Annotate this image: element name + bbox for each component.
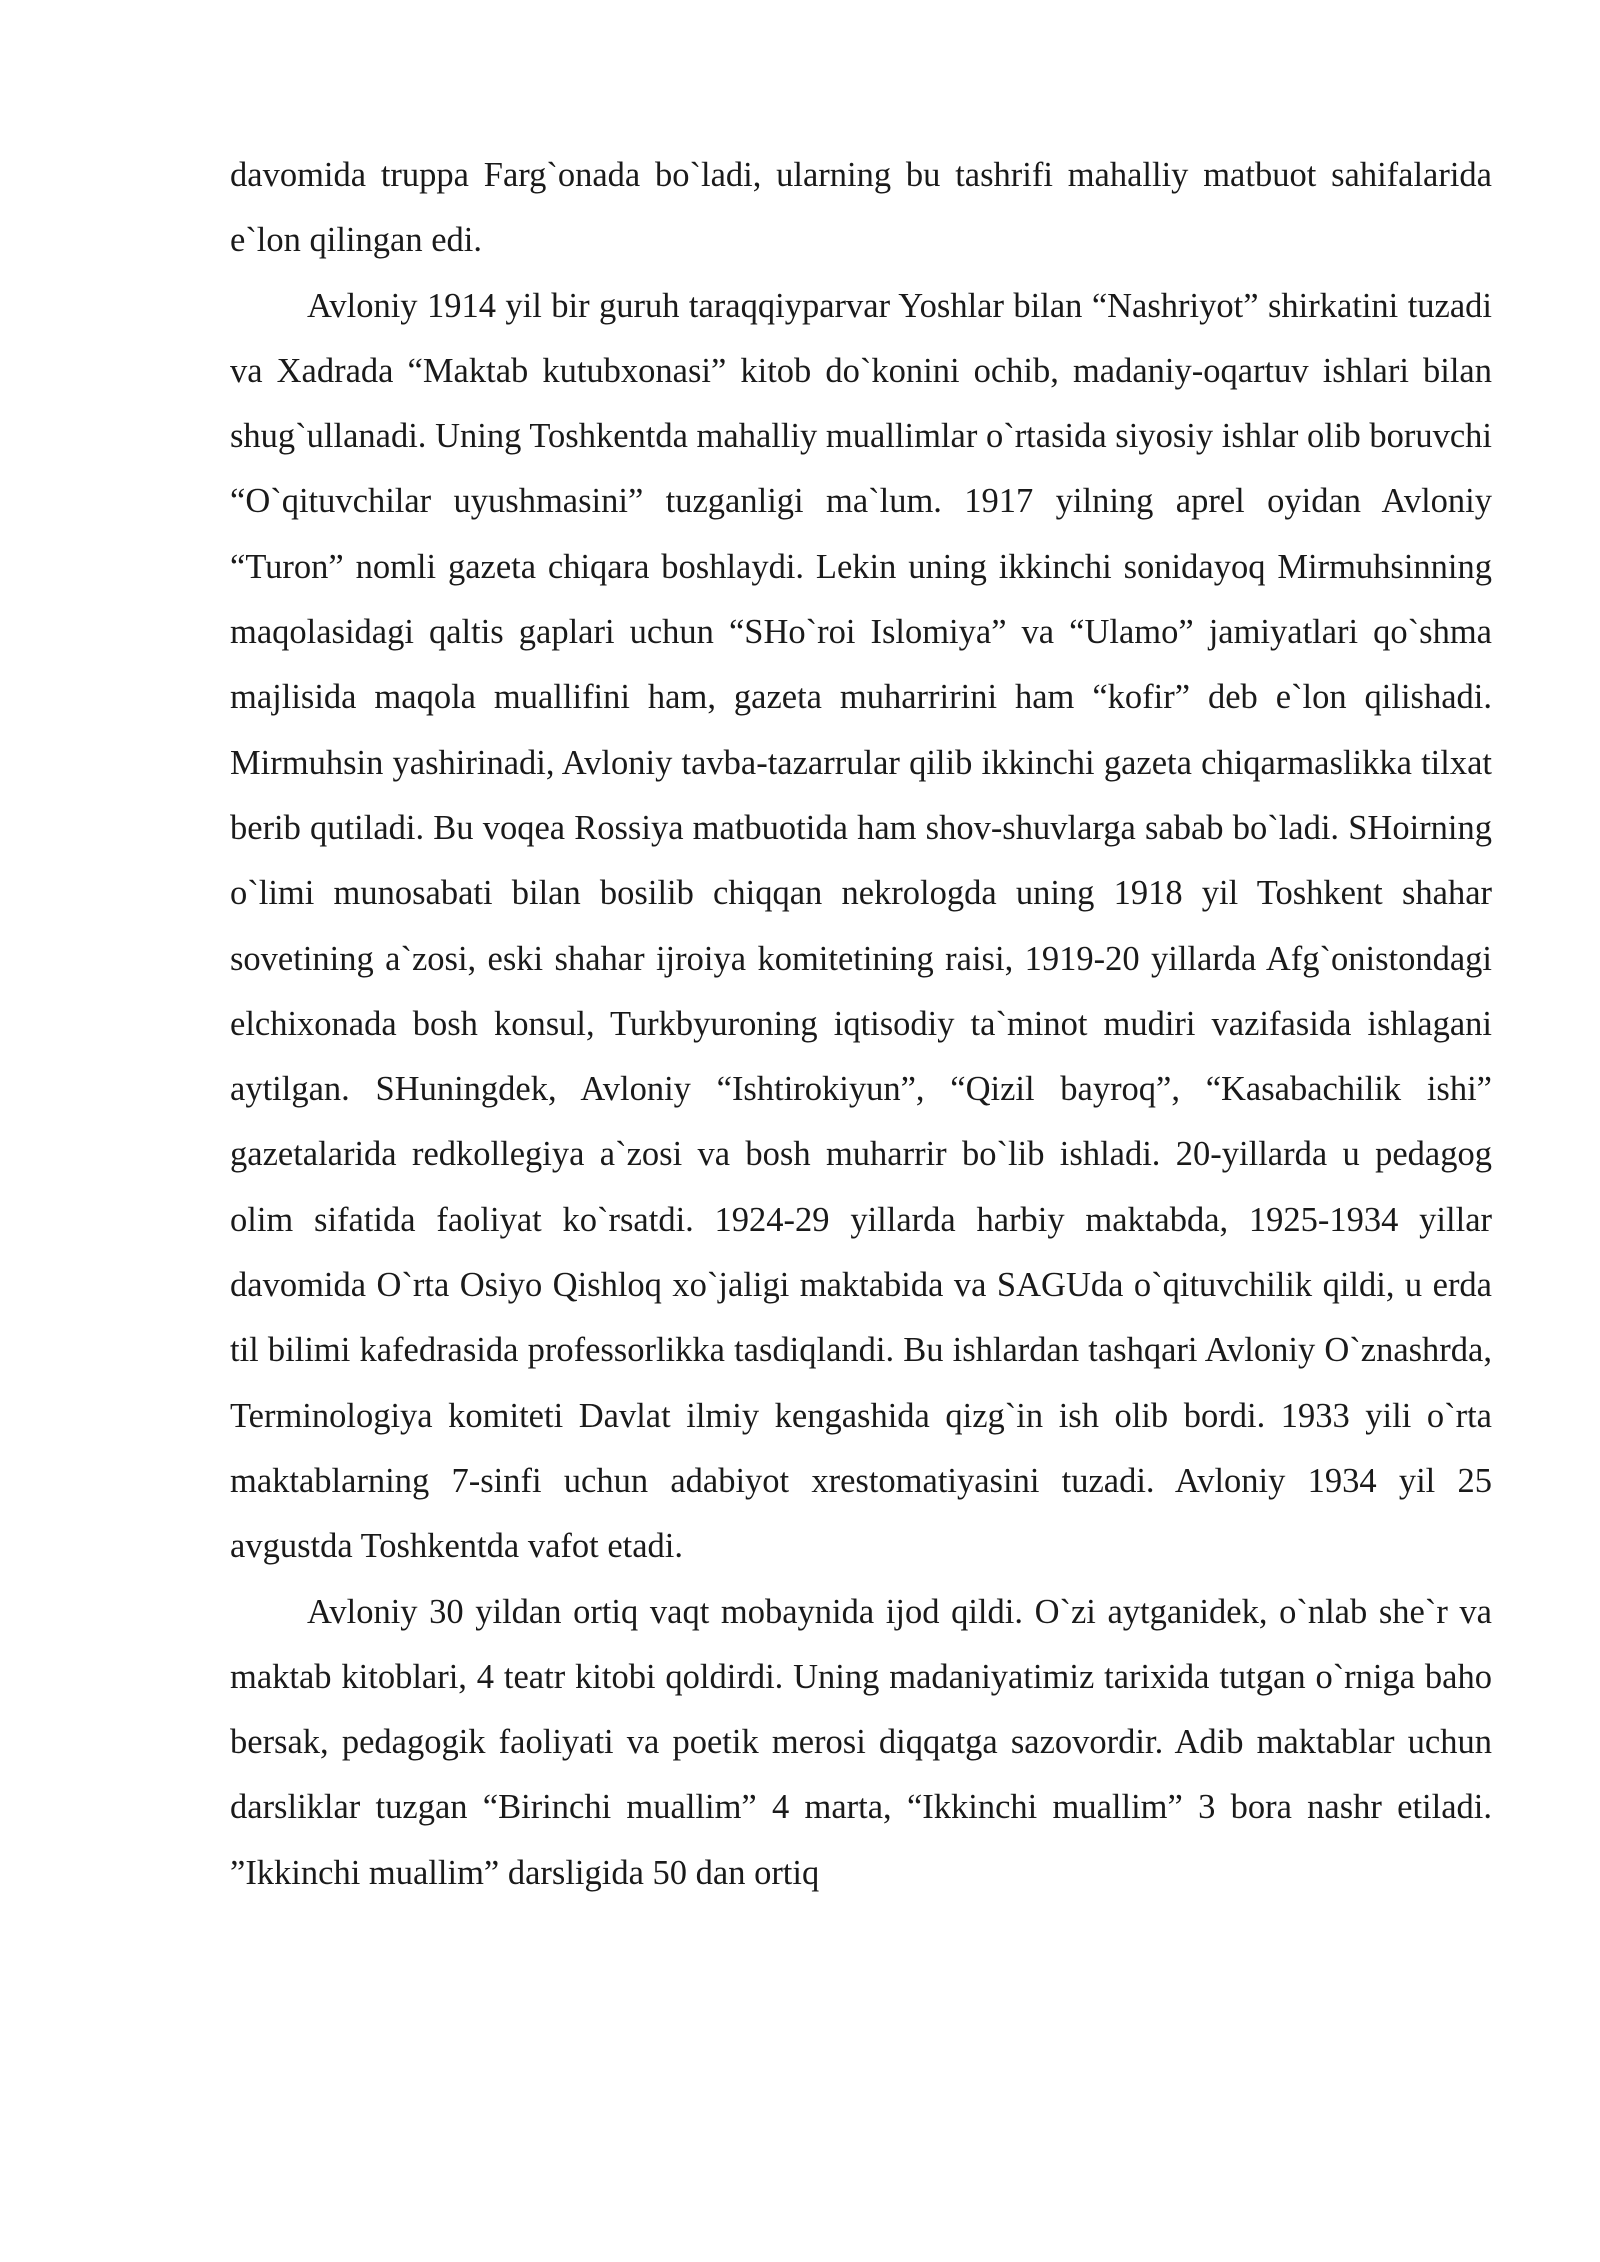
paragraph-legacy: Avloniy 30 yildan ortiq vaqt mobaynida ijod qildi. O`zi aytganidek, o`nlab she`r va maktab kitoblari, 4 teatr kitobi qoldirdi. Uning madaniyatimiz tarixida tutgan o`rniga baho bersak, pedagogik faoliyati va poetik merosi diqqatga sazovordir. Adib maktablar uchun darsliklar tuzgan “Birinchi muallim” 4 marta, “Ikkinchi muallim” 3 bora nashr etiladi. ”Ikkinchi muallim” darsligida 50 dan ortiq bbox=[230, 1592, 1492, 1892]
paragraph-biography: Avloniy 1914 yil bir guruh taraqqiyparvar Yoshlar bilan “Nashriyot” shirkatini tuzadi va Xadrada “Maktab kutubxonasi” kitob do`konini ochib, madaniy-oqartuv ishlari bilan shug`ullanadi. Uning Toshkentda mahalliy muallimlar o`rtasida siyosiy ishlar olib boruvchi “O`qituvchilar uyushmasini” tuzganligi ma`lum. 1917 yilning aprel oyidan Avloniy “Turon” nomli gazeta chiqara boshlaydi. Lekin uning ikkinchi sonidayoq Mirmuhsinning maqolasidagi qaltis gaplari uchun “SHo`roi Islomiya” va “Ulamo” jamiyatlari qo`shma majlisida maqola muallifini ham, gazeta muharririni ham “kofir” deb e`lon qilishadi. Mirmuhsin yashirinadi, Avloniy tavba-tazarrular qilib ikkinchi gazeta chiqarmaslikka tilxat berib qutiladi. Bu voqea Rossiya matbuotida ham shov-shuvlarga sabab bo`ladi. SHoirning o`limi munosabati bilan bosilib chiqqan nekrologda uning 1918 yil Toshkent shahar sovetining a`zosi, eski shahar ijroiya komitetining raisi, 1919-20 yillarda Afg`onistondagi elchixonada bosh konsul, Turkbyuroning iqtisodiy ta`minot mudiri vazifasida ishlagani aytilgan. SHuningdek, Avloniy “Ishtirokiyun”, “Qizil bayroq”, “Kasabachilik ishi” gazetalarida redkollegiya a`zosi va bosh muharrir bo`lib ishladi. 20-yillarda u pedagog olim sifatida faoliyat ko`rsatdi. 1924-29 yillarda harbiy maktabda, 1925-1934 yillar davomida O`rta Osiyo Qishloq xo`jaligi maktabida va SAGUda o`qituvchilik qildi, u erda til bilimi kafedrasida professorlikka tasdiqlandi. Bu ishlardan tashqari Avloniy O`znashrda, Terminologiya komiteti Davlat ilmiy kengashida qizg`in ish olib bordi. 1933 yili o`rta maktablarning 7-sinfi uchun adabiyot xrestomatiyasini tuzadi. Avloniy 1934 yil 25 avgustda Toshkentda vafot etadi. bbox=[230, 286, 1492, 1566]
paragraph-continuation: davomida truppa Farg`onada bo`ladi, ularning bu tashrifi mahalliy matbuot sahifalarida e`lon qilingan edi. bbox=[230, 156, 1492, 260]
document-page bbox=[230, 143, 1492, 1906]
